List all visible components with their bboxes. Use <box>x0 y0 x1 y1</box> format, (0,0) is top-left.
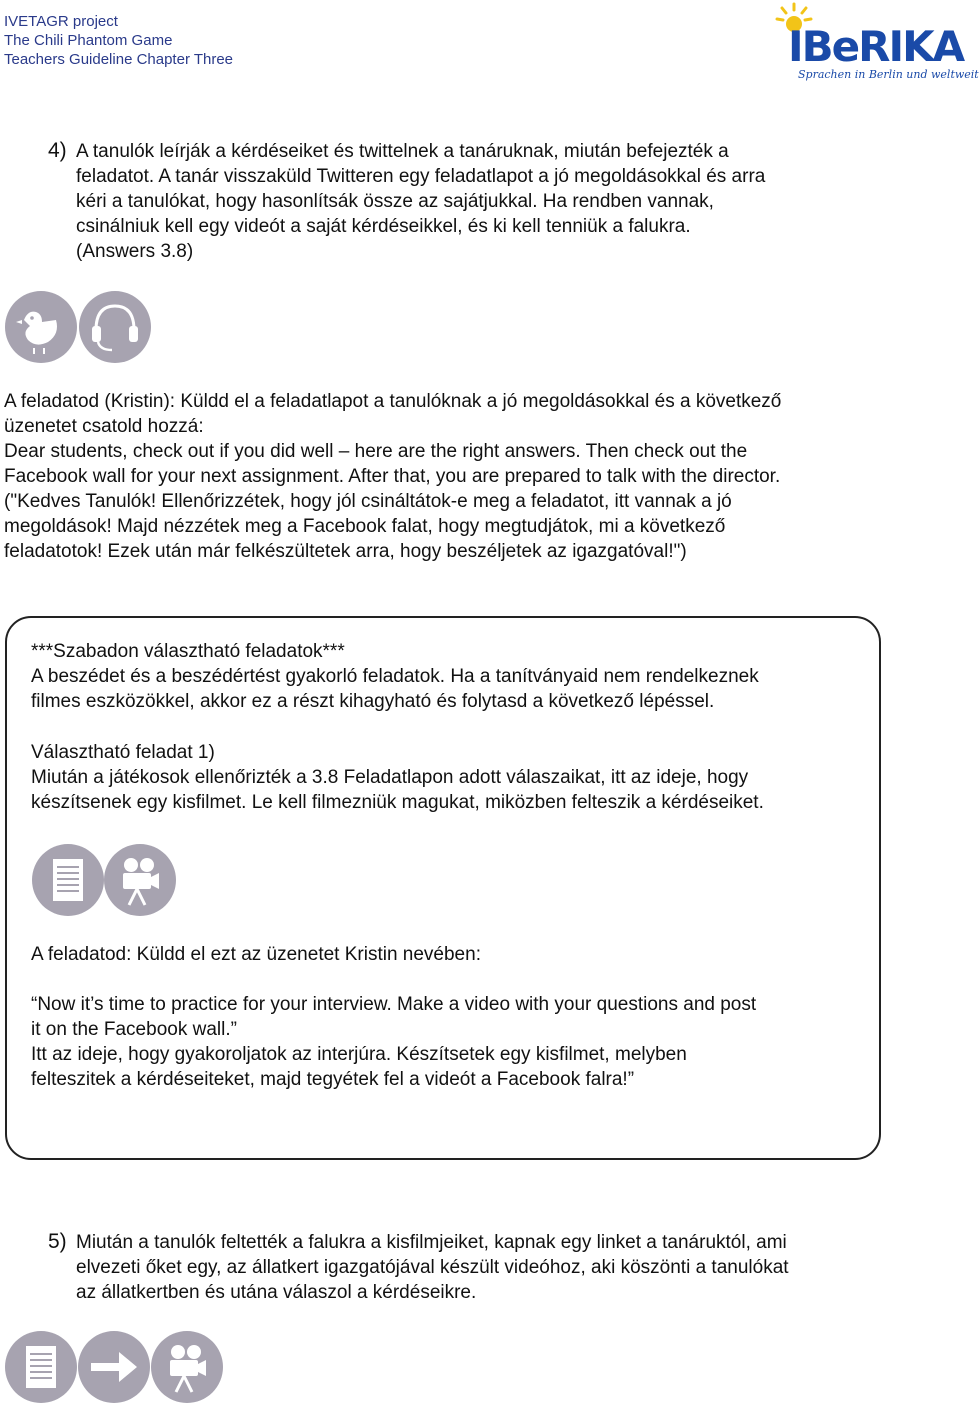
logo-tagline: Sprachen in Berlin und weltweit <box>798 68 979 81</box>
text-line: filmes eszközökkel, akkor ez a részt kihagyható és folytasd a következő lépéssel. <box>31 691 715 712</box>
text-line: A beszédet és a beszédértést gyakorló feladatok. Ha a tanítványaid nem rendelkeznek <box>31 666 759 687</box>
optional-intro <box>31 639 759 714</box>
document-icon <box>4 1330 78 1404</box>
text-line: ("Kedves Tanulók! Ellenőrizzétek, hogy jól csináltátok-e meg a feladatot, itt vannak a jó <box>4 491 732 512</box>
kristin-task-paragraph <box>4 389 781 564</box>
text-line: készítsenek egy kisfilmet. Le kell filmezniük magukat, miközben felteszik a kérdéseiket. <box>31 792 764 813</box>
iberika-logo <box>770 2 979 90</box>
text-line: kéri a tanulókat, hogy hasonlítsák össze az sajátjukkal. Ha rendben vannak, <box>76 191 714 212</box>
bird-icon <box>4 290 78 364</box>
headset-icon <box>78 290 152 364</box>
text-line: megoldások! Majd nézzétek meg a Facebook falat, hogy megtudjátok, mi a következő <box>4 516 726 537</box>
text-line: elvezeti őket egy, az állatkert igazgatójával készült videóhoz, aki köszönti a tanulókat <box>76 1257 789 1278</box>
header-project: IVETAGR project <box>4 13 118 30</box>
text-line: Dear students, check out if you did well – here are the right answers. Then check out the <box>4 441 748 462</box>
text-line: A tanulók leírják a kérdéseiket és twittelnek a tanáruknak, miután befejezték a <box>76 141 729 162</box>
text-line: feladatot. A tanár visszaküld Twitteren egy feladatlapot a jó megoldásokkal és arra <box>76 166 766 187</box>
step5-paragraph <box>76 1230 789 1305</box>
step4-paragraph <box>76 139 765 264</box>
header-chapter: Teachers Guideline Chapter Three <box>4 51 234 68</box>
header-game-title: The Chili Phantom Game <box>4 32 173 49</box>
document-header <box>4 12 233 69</box>
text-line: (Answers 3.8) <box>76 241 194 262</box>
document-icon <box>31 843 105 917</box>
optional-task-line <box>31 942 481 967</box>
text-line: csinálniuk kell egy videót a saját kérdéseikkel, és ki kell tenniük a falukra. <box>76 216 691 237</box>
text-line: Facebook wall for your next assignment. After that, you are prepared to talk with the director. <box>4 466 781 487</box>
text-line: Miután a tanulók feltették a falukra a kisfilmjeiket, kapnak egy linket a tanáruktól, ami <box>76 1232 787 1253</box>
text-line: az állatkertben és utána válaszol a kérdéseikre. <box>76 1282 477 1303</box>
text-line: A feladatod (Kristin): Küldd el a feladatlapot a tanulóknak a jó megoldásokkal és a következő <box>4 391 782 412</box>
step-number: 5) <box>48 1230 67 1253</box>
text-line: “Now it’s time to practice for your interview. Make a video with your questions and post <box>31 994 757 1015</box>
text-line: feladatotok! Ezek után már felkészültetek arra, hogy beszéljetek az igazgatóval!") <box>4 541 687 562</box>
kristin-message <box>31 992 756 1092</box>
text-line: it on the Facebook wall.” <box>31 1019 237 1040</box>
logo-wordmark: IBeRIKA <box>788 22 964 71</box>
box-heading: ***Szabadon választható feladatok*** <box>31 641 345 662</box>
task1-heading: Választható feladat 1) <box>31 742 215 763</box>
text-line: üzenetet csatold hozzá: <box>4 416 204 437</box>
step-number: 4) <box>48 139 67 162</box>
text-line: felteszitek a kérdéseiteket, majd tegyétek fel a videót a Facebook falra!” <box>31 1069 635 1090</box>
text-line: A feladatod: Küldd el ezt az üzenetet Kristin nevében: <box>31 944 481 965</box>
arrow-right-icon <box>77 1330 151 1404</box>
video-camera-icon <box>150 1330 224 1404</box>
text-line: Itt az ideje, hogy gyakoroljatok az interjúra. Készítsetek egy kisfilmet, melyben <box>31 1044 687 1065</box>
video-camera-icon <box>103 843 177 917</box>
text-line: Miután a játékosok ellenőrizték a 3.8 Feladatlapon adott válaszaikat, itt az ideje, hogy <box>31 767 749 788</box>
optional-task1 <box>31 740 764 815</box>
